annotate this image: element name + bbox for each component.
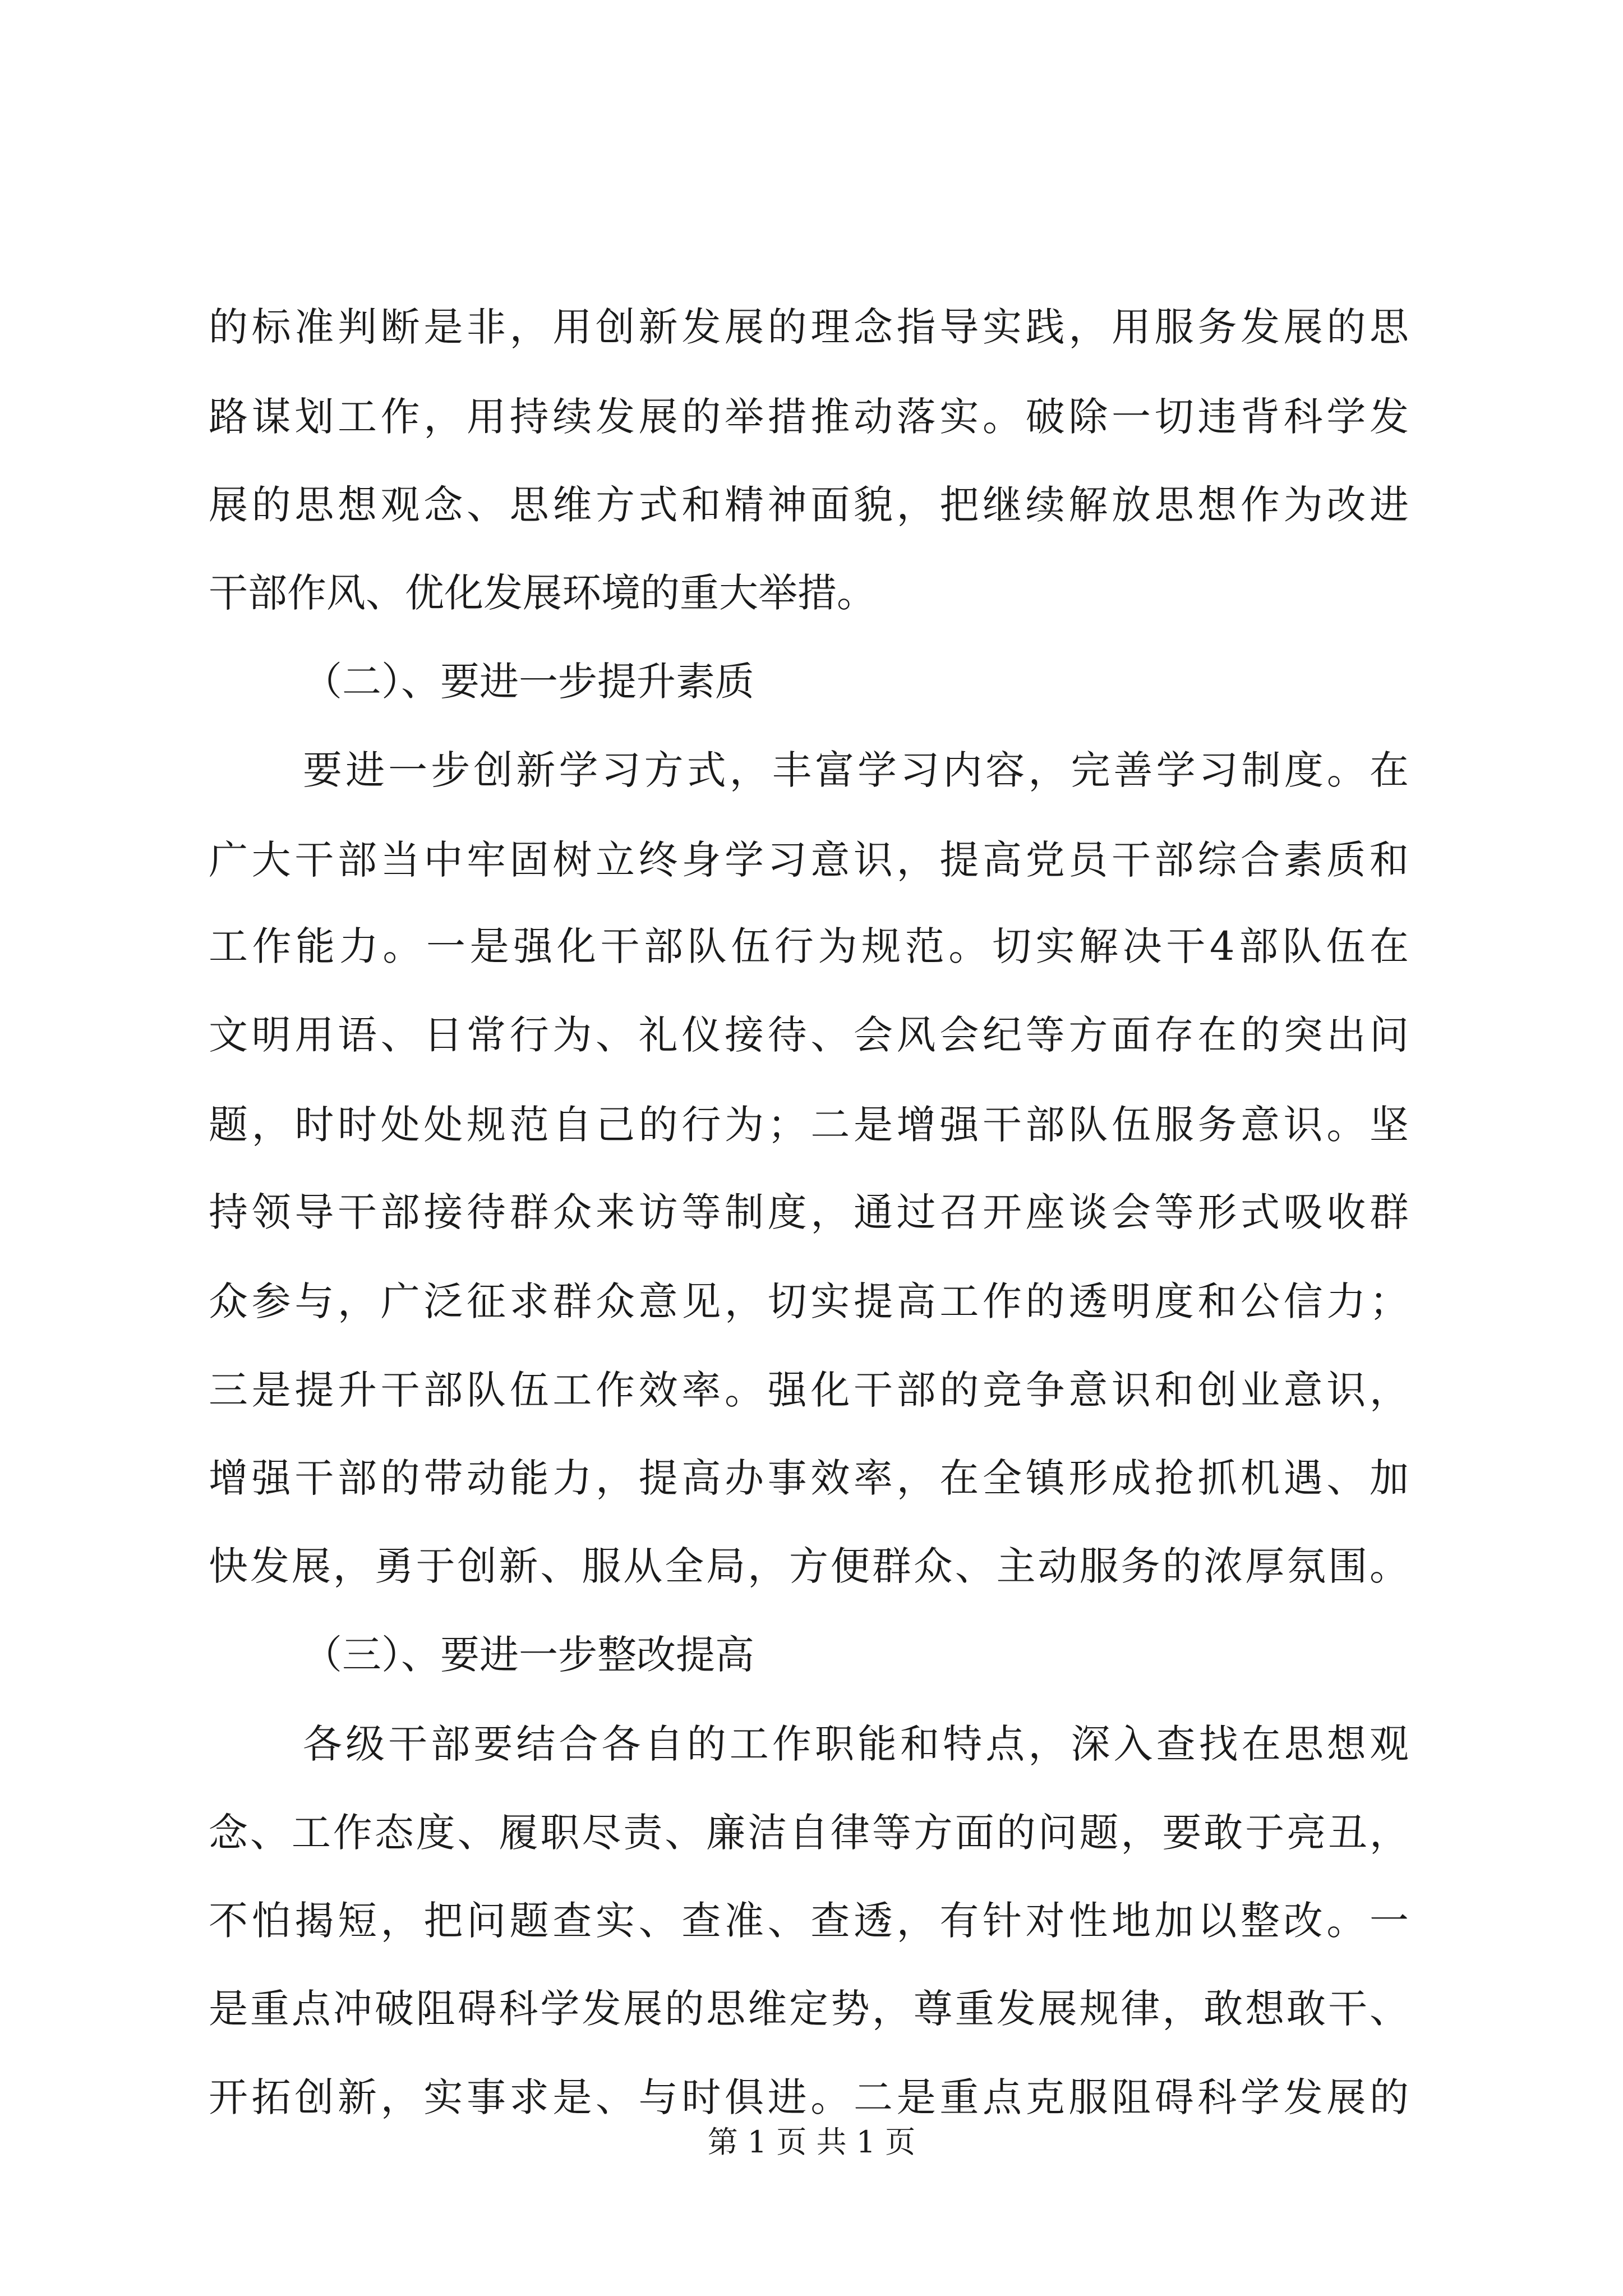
body-text-line: 快发展，勇于创新、服从全局，方便群众、主动服务的浓厚氛围。 bbox=[209, 1543, 1409, 1589]
body-text-line: 广大干部当中牢固树立终身学习意识，提高党员干部综合素质和 bbox=[209, 837, 1409, 883]
body-text-line: 路谋划工作，用持续发展的举措推动落实。破除一切违背科学发 bbox=[209, 394, 1409, 440]
paragraph-first-line: 各级干部要结合各自的工作职能和特点，深入查找在思想观 bbox=[303, 1721, 1409, 1767]
body-text-line: 是重点冲破阻碍科学发展的思维定势，尊重发展规律，敢想敢干、 bbox=[209, 1986, 1409, 2032]
body-text-line: 增强干部的带动能力，提高办事效率，在全镇形成抢抓机遇、加 bbox=[209, 1455, 1409, 1501]
body-text-line: 干部作风、优化发展环境的重大举措。 bbox=[209, 570, 876, 616]
body-text-line: 题，时时处处规范自己的行为；二是增强干部队伍服务意识。坚 bbox=[209, 1102, 1409, 1148]
page-number-footer: 第 1 页 共 1 页 bbox=[707, 2124, 916, 2160]
body-text-line: 展的思想观念、思维方式和精神面貌，把继续解放思想作为改进 bbox=[209, 482, 1409, 528]
paragraph-first-line: 要进一步创新学习方式，丰富学习内容，完善学习制度。在 bbox=[303, 747, 1409, 793]
body-text-line: 众参与，广泛征求群众意见，切实提高工作的透明度和公信力； bbox=[209, 1278, 1409, 1324]
body-text-line: 三是提升干部队伍工作效率。强化干部的竞争意识和创业意识， bbox=[209, 1367, 1409, 1413]
body-text-line: 开拓创新，实事求是、与时俱进。二是重点克服阻碍科学发展的 bbox=[209, 2074, 1409, 2120]
body-text-line: 的标准判断是非，用创新发展的理念指导实践，用服务发展的思 bbox=[209, 304, 1409, 350]
body-text-line: 不怕揭短，把问题查实、查准、查透，有针对性地加以整改。一 bbox=[209, 1898, 1409, 1944]
body-text-line: 持领导干部接待群众来访等制度，通过召开座谈会等形式吸收群 bbox=[209, 1189, 1409, 1235]
section-heading: （三）、要进一步整改提高 bbox=[303, 1632, 754, 1678]
body-text-line: 工作能力。一是强化干部队伍行为规范。切实解决干4部队伍在 bbox=[209, 923, 1409, 969]
body-text-line: 念、工作态度、履职尽责、廉洁自律等方面的问题，要敢于亮丑， bbox=[209, 1810, 1409, 1856]
body-text-line: 文明用语、日常行为、礼仪接待、会风会纪等方面存在的突出问 bbox=[209, 1012, 1409, 1058]
section-heading: （二）、要进一步提升素质 bbox=[303, 659, 754, 705]
